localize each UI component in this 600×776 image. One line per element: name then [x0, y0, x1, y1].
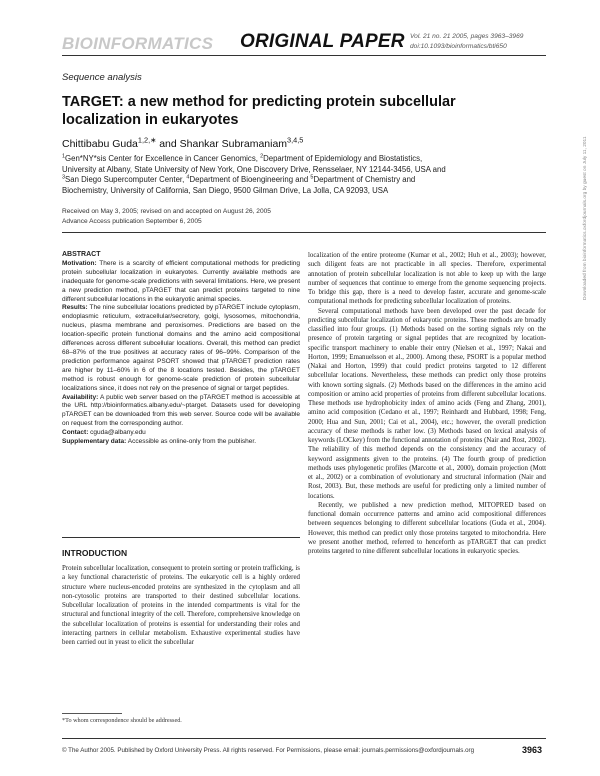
motivation-text: There is a scarcity of efficient computational methods for predicting protein subcellular localization in eukaryotes. Currently available methods are inadequate for genome-scale predictions with several limitations. Here, we present a new prediction method, pTARGET that can predict proteins targeted to nine different subcellular locations in the eukaryotic animal species.: [62, 259, 300, 303]
footer-rule: [62, 738, 546, 739]
abstract-top-rule: [62, 232, 546, 233]
section-label: Sequence analysis: [62, 72, 142, 83]
affiliation-1: Gen*NY*sis Center for Excellence in Cancer Genomics,: [65, 154, 261, 163]
affiliation-5: Department of Chemistry and: [313, 175, 416, 184]
author-affiliation-mark: 1,2,∗: [137, 135, 157, 145]
page-number: 3963: [522, 745, 543, 755]
availability-text: A public web server based on the pTARGET method is accessible at the URL http://bioinformatics.albany.edu/~ptarget. Datasets used for developing pTARGET can be downloaded from this web server. Source code will be available on request from the corresponding author.: [62, 393, 300, 428]
citation-meta: [410, 32, 523, 52]
affiliation-address: University at Albany, State University of New York, One Discovery Drive, Rensselaer, NY 12144-3456, USA and: [62, 164, 446, 174]
paragraph: Recently, we published a new prediction method, MITOPRED based on functional domain occurrence patterns and amino acid compositional differences between sequences belonging to different subcellular locations (Guda et al., 2004). However, this method can predict only those proteins targeted to mitochondria. Here we present another method, referred to henceforth as pTARGET that can predict proteins targeted to nine different subcellular locations in eukaryotic species.: [308, 501, 546, 555]
introduction-heading: INTRODUCTION: [62, 548, 128, 558]
affiliation-3: San Diego Supercomputer Center,: [65, 175, 187, 184]
author-name: Shankar Subramaniam: [179, 138, 288, 150]
abstract-bottom-rule: [62, 537, 300, 538]
affiliations: $^1$Gen*NY*sis Center for Excellence in Cancer Genomics, $^2$Department of Epidemiology and Biostatistics, University at Albany, State University of New York, One Discovery Drive, Rensselaer, NY 12144-3456, USA and $^3$San Diego Supercomputer Center, $^4$Department of Bioengineering and $^5$Department of Chemistry and Biochemistry, University of California, San Diego, 9500 Gilman Drive, La Jolla, CA 92093, USA: [62, 154, 546, 196]
affiliation-2: Department of Epidemiology and Biostatistics,: [263, 154, 423, 163]
volume-pages: Vol. 21 no. 21 2005, pages 3963–3969: [410, 33, 524, 40]
contact-email[interactable]: cguda@albany.edu: [88, 429, 146, 437]
paper-title: [62, 93, 552, 129]
results-text: The nine subcellular locations predicted by pTARGET include cytoplasm, endoplasmic reticulum, extracellular/secretory, golgi, lysosomes, mitochondria, nucleus, plasma membrane and peroxisomes. Predictions are based on the location-specific protein functional domains and the amino acid compositional differences across different subcellular locations. Overall, this method can predict 68–87% of the true positives at accuracy rates of 96–99%. Comparison of the prediction performance against PSORT showed that pTARGET prediction rates are higher by 11–60% in 6 of the 8 locations tested. Besides, the pTARGET method is robust enough for genome-scale prediction of protein subcellular localizations since, it does not rely on the presence of signal or target peptides.: [62, 304, 300, 392]
title-line-2: localization in eukaryotes: [62, 112, 239, 128]
header-rule: [62, 55, 546, 56]
paragraph: localization of the entire proteome (Kumar et al., 2002; Huh et al., 2003); however, such diligent feats are not practicable in all species. Therefore, experimental annotation of protein subcellular localization is not able to keep up with the large number of sequences that continue to emerge from the genome sequencing projects. To bridge this gap, there is a need to develop faster, accurate and genome-scale computational methods for predicting subcellular localization of proteins.: [308, 252, 546, 306]
publication-dates: [62, 207, 271, 226]
abstract-heading: ABSTRACT: [62, 251, 101, 258]
introduction-paragraph: Protein subcellular localization, consequent to protein sorting or protein trafficking, is a key functional characteristic of proteins. The eukaryotic cell is a highly ordered structure where nucleus-encoded proteins are synthesized in the cytoplasm and all non-cytosolic proteins are transported to their destined subcellular locations. Subcellular localization of proteins in the intended compartments is vital for the structural and functional integrity of the cell. Therefore, comprehensive knowledge on the subcellular localization of proteins is essential for understanding their roles and interacting partners in cellular metabolism. Exhaustive experimental studies have been carried out in yeast to elicit the subcellular: [62, 565, 300, 646]
download-watermark: Downloaded from bioinformatics.oxfordjournals.org by guest on July 11, 2011: [583, 136, 588, 300]
author-affiliation-mark: 3,4,5: [287, 135, 304, 145]
supplementary-label: Supplementary data:: [62, 438, 127, 446]
availability-label: Availability:: [62, 393, 99, 401]
footnote-rule: [62, 713, 122, 714]
affiliation-address: Biochemistry, University of California, San Diego, 9500 Gilman Drive, La Jolla, CA 92093, USA: [62, 185, 389, 195]
motivation-label: Motivation:: [62, 259, 97, 267]
author-name: Chittibabu Guda: [62, 138, 138, 150]
title-line-1: TARGET: a new method for predicting protein subcellular: [62, 94, 456, 110]
right-column: [308, 251, 546, 556]
abstract: [62, 251, 300, 447]
paragraph: Several computational methods have been developed over the past decade for predicting subcellular localization of eukaryotic proteins. These methods are broadly classified into four groups. (1) Methods based on the sorting signals rely on the presence of protein targeting or signal peptides that are recognized by location-specific transport machinery to enable their entry (Nielsen et al., 1997; Nakai and Horton, 1999; Emanuelsson et al., 2000). Among these, PSORT is a popular method (Nakai and Horton, 1999) that could predict proteins targeted to 12 different subcellular locations. Nevertheless, these methods can predict only those proteins with known sorting signals. (2) Methods based on the differences in the amino acid composition or amino acid properties of proteins from different subcellular locations. These methods use hydrophobicity index of amino acids (Feng and Zhang, 2001), amino acid composition (Cedano et al., 1997; Reinhardt and Hubbard, 1998; Feng, 2000; Hua and Sun, 2001; Cai et al., 2004), etc.; however, the overall prediction accuracy of these methods is rather low. (3) Methods based on lexical analysis of keywords (LOCkey) from the functional annotation of proteins (Nair and Rost, 2002). The reliability of this method depends on the consistency and the accuracy of keyword assignments given to the proteins. (4) The fourth group of prediction methods uses phylogenetic profiles (Marcotte et al., 2000), domain projection (Mott et al., 2002) or a combination of evolutionary and structural information (Nair and Rost, 2003). But, these methods are useful for predicting only a limited number of locations.: [308, 307, 546, 500]
received-date: Received on May 3, 2005; revised on and accepted on August 26, 2005: [62, 208, 271, 215]
footnote: *To whom correspondence should be addressed.: [62, 717, 182, 724]
affiliation-4: Department of Bioengineering and: [189, 175, 311, 184]
contact-label: Contact:: [62, 429, 89, 437]
doi: doi:10.1093/bioinformatics/bti650: [410, 43, 507, 50]
advance-access-date: Advance Access publication September 6, 2005: [62, 217, 202, 225]
journal-name: BIOINFORMATICS: [62, 34, 214, 53]
copyright-footer: © The Author 2005. Published by Oxford University Press. All rights reserved. For Permissions, please email: journals.permissions@oxfordjournals.org: [62, 747, 475, 754]
author-conjunction: and: [156, 138, 180, 150]
article-type: ORIGINAL PAPER: [240, 31, 405, 52]
supplementary-text: Accessible as online-only from the publisher.: [126, 438, 257, 446]
introduction: [62, 548, 300, 647]
results-label: Results:: [62, 304, 88, 312]
author-list: [62, 135, 304, 150]
